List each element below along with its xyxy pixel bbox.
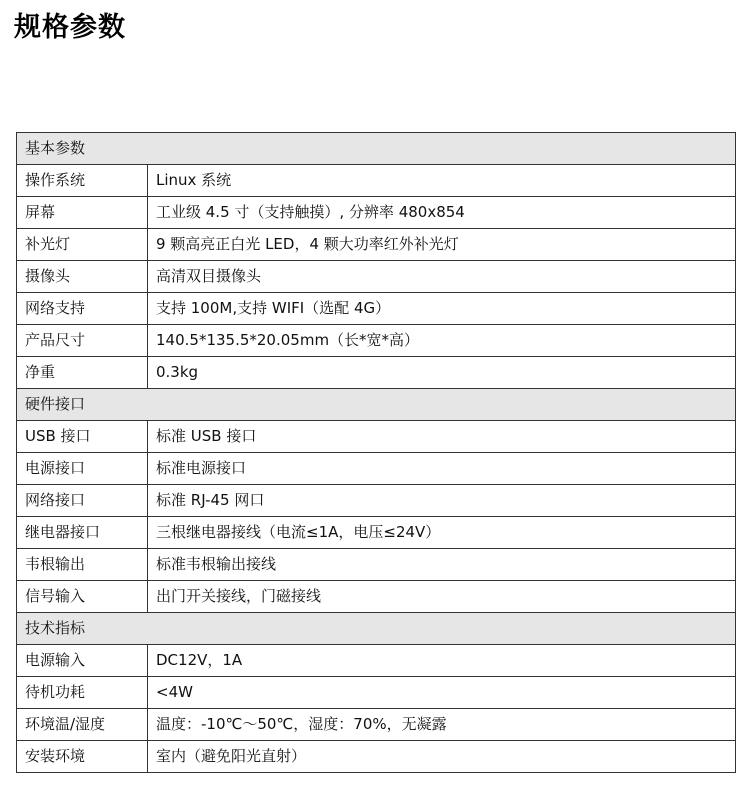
spec-value: 标准电源接口 <box>148 453 736 485</box>
spec-value: 三根继电器接线（电流≤1A，电压≤24V） <box>148 517 736 549</box>
spec-value: 高清双目摄像头 <box>148 261 736 293</box>
spec-row <box>17 421 736 453</box>
spec-value: 标准 USB 接口 <box>148 421 736 453</box>
spec-label: 屏幕 <box>17 197 148 229</box>
spec-label: 网络支持 <box>17 293 148 325</box>
spec-row <box>17 517 736 549</box>
spec-label: 电源输入 <box>17 645 148 677</box>
spec-label: 韦根输出 <box>17 549 148 581</box>
spec-value: 支持 100M,支持 WIFI（选配 4G） <box>148 293 736 325</box>
spec-label: 操作系统 <box>17 165 148 197</box>
spec-row <box>17 709 736 741</box>
spec-label: 补光灯 <box>17 229 148 261</box>
spec-value: 出门开关接线，门磁接线 <box>148 581 736 613</box>
spec-value: 9 颗高亮正白光 LED，4 颗大功率红外补光灯 <box>148 229 736 261</box>
spec-label: 产品尺寸 <box>17 325 148 357</box>
section-heading: 硬件接口 <box>17 389 736 421</box>
spec-value: 0.3kg <box>148 357 736 389</box>
spec-row <box>17 229 736 261</box>
spec-row <box>17 741 736 773</box>
spec-row <box>17 645 736 677</box>
spec-row <box>17 261 736 293</box>
spec-value: DC12V，1A <box>148 645 736 677</box>
spec-value: 温度：-10℃～50℃，湿度：70%，无凝露 <box>148 709 736 741</box>
spec-row <box>17 485 736 517</box>
section-heading: 基本参数 <box>17 133 736 165</box>
spec-value: Linux 系统 <box>148 165 736 197</box>
section-header-technical <box>17 613 736 645</box>
spec-row <box>17 197 736 229</box>
spec-value: 标准韦根输出接线 <box>148 549 736 581</box>
spec-table <box>16 132 736 773</box>
spec-label: 信号输入 <box>17 581 148 613</box>
spec-value: 工业级 4.5 寸（支持触摸）, 分辨率 480x854 <box>148 197 736 229</box>
spec-row <box>17 293 736 325</box>
spec-label: 净重 <box>17 357 148 389</box>
section-header-hardware <box>17 389 736 421</box>
section-heading: 技术指标 <box>17 613 736 645</box>
spec-label: 安装环境 <box>17 741 148 773</box>
spec-value: <4W <box>148 677 736 709</box>
spec-label: 摄像头 <box>17 261 148 293</box>
spec-row <box>17 325 736 357</box>
page-title: 规格参数 <box>14 12 126 43</box>
spec-value: 标准 RJ-45 网口 <box>148 485 736 517</box>
spec-label: 电源接口 <box>17 453 148 485</box>
spec-label: 继电器接口 <box>17 517 148 549</box>
spec-label: 网络接口 <box>17 485 148 517</box>
spec-value: 室内（避免阳光直射） <box>148 741 736 773</box>
spec-row <box>17 453 736 485</box>
spec-row <box>17 581 736 613</box>
spec-label: 环境温/湿度 <box>17 709 148 741</box>
spec-label: USB 接口 <box>17 421 148 453</box>
section-header-basic <box>17 133 736 165</box>
spec-row <box>17 677 736 709</box>
spec-row <box>17 549 736 581</box>
spec-row <box>17 165 736 197</box>
spec-value: 140.5*135.5*20.05mm（长*宽*高） <box>148 325 736 357</box>
spec-row <box>17 357 736 389</box>
spec-label: 待机功耗 <box>17 677 148 709</box>
